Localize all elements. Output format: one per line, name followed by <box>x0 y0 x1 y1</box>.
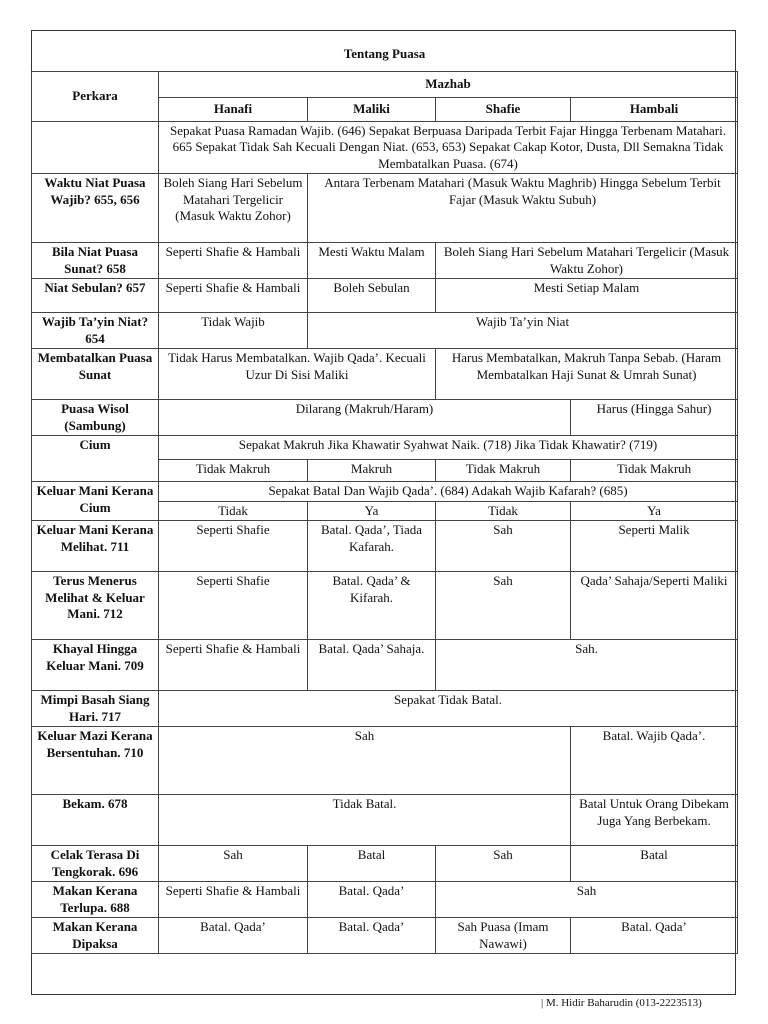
cell-first-three: Tidak Batal. <box>159 795 571 846</box>
cell-hambali: Batal. Qada’ <box>571 918 738 954</box>
row-label: Puasa Wisol (Sambung) <box>32 400 159 436</box>
page-footer: | M. Hidir Baharudin (013-2223513) <box>541 997 702 1009</box>
cell-maliki: Boleh Sebulan <box>308 279 436 313</box>
row-label: Waktu Niat Puasa Wajib? 655, 656 <box>32 174 159 243</box>
cell-shafie: Tidak Makruh <box>436 460 571 482</box>
cell-hanafi: Tidak <box>159 501 308 521</box>
cell-first-three: Sah <box>159 727 571 795</box>
cell-maliki: Batal. Qada’ Sahaja. <box>308 640 436 691</box>
header-hambali: Hambali <box>571 97 738 121</box>
cell-hanafi: Seperti Shafie <box>159 572 308 640</box>
cell-maliki: Batal. Qada’ <box>308 918 436 954</box>
cell-maliki: Makruh <box>308 460 436 482</box>
row-label: Niat Sebulan? 657 <box>32 279 159 313</box>
cell-maliki: Batal. Qada’ <box>308 882 436 918</box>
cell-hanafi: Sah <box>159 846 308 882</box>
cell-hanafi: Tidak Wajib <box>159 313 308 349</box>
cell-maliki: Batal <box>308 846 436 882</box>
row-label: Keluar Mani Kerana Cium <box>32 482 159 521</box>
cell-hanafi: Seperti Shafie <box>159 521 308 572</box>
cell-hanafi: Batal. Qada’ <box>159 918 308 954</box>
cell-shafie: Sah <box>436 846 571 882</box>
cell-summary: Sepakat Makruh Jika Khawatir Syahwat Naik. (718) Jika Tidak Khawatir? (719) <box>159 436 738 460</box>
row-label: Keluar Mani Kerana Melihat. 711 <box>32 521 159 572</box>
row-label: Mimpi Basah Siang Hari. 717 <box>32 691 159 727</box>
row-label: Makan Kerana Dipaksa <box>32 918 159 954</box>
cell-hambali: Batal Untuk Orang Dibekam Juga Yang Berbekam. <box>571 795 738 846</box>
cell-shafie-hambali: Boleh Siang Hari Sebelum Matahari Tergelicir (Masuk Waktu Zohor) <box>436 243 738 279</box>
row-label: Membatalkan Puasa Sunat <box>32 349 159 400</box>
fasting-table <box>31 38 738 954</box>
cell-others: Wajib Ta’yin Niat <box>308 313 738 349</box>
cell-shafie: Sah <box>436 521 571 572</box>
cell-hambali: Batal. Wajib Qada’. <box>571 727 738 795</box>
cell-shafie-hambali: Sah <box>436 882 738 918</box>
cell-hanafi: Seperti Shafie & Hambali <box>159 882 308 918</box>
cell-maliki: Batal. Qada’ & Kifarah. <box>308 572 436 640</box>
page-title: Tentang Puasa <box>32 38 738 71</box>
row-label: Cium <box>32 436 159 482</box>
header-perkara: Perkara <box>32 71 159 121</box>
cell-hanafi: Seperti Shafie & Hambali <box>159 279 308 313</box>
cell-hanafi: Seperti Shafie & Hambali <box>159 640 308 691</box>
row-label: Celak Terasa Di Tengkorak. 696 <box>32 846 159 882</box>
intro-label <box>32 121 159 174</box>
row-label: Keluar Mazi Kerana Bersentuhan. 710 <box>32 727 159 795</box>
cell-first-three: Dilarang (Makruh/Haram) <box>159 400 571 436</box>
header-hanafi: Hanafi <box>159 97 308 121</box>
cell-shafie-hambali: Sah. <box>436 640 738 691</box>
header-shafie: Shafie <box>436 97 571 121</box>
cell-others: Antara Terbenam Matahari (Masuk Waktu Maghrib) Hingga Sebelum Terbit Fajar (Masuk Waktu Subuh) <box>308 174 738 243</box>
intro-text: Sepakat Puasa Ramadan Wajib. (646) Sepakat Berpuasa Daripada Terbit Fajar Hingga Terbenam Matahari. 665 Sepakat Tidak Sah Kecuali Dengan Niat. (653, 653) Sepakat Cakap Kotor, Dusta, Dll Semakna Tidak Membatalkan Puasa. (674) <box>159 121 738 174</box>
cell-hambali: Tidak Makruh <box>571 460 738 482</box>
cell-maliki: Ya <box>308 501 436 521</box>
cell-all: Sepakat Tidak Batal. <box>159 691 738 727</box>
cell-hanafi: Boleh Siang Hari Sebelum Matahari Tergelicir (Masuk Waktu Zohor) <box>159 174 308 243</box>
cell-hambali: Seperti Malik <box>571 521 738 572</box>
cell-shafie-hambali: Mesti Setiap Malam <box>436 279 738 313</box>
cell-shafie: Sah Puasa (Imam Nawawi) <box>436 918 571 954</box>
header-maliki: Maliki <box>308 97 436 121</box>
cell-maliki: Mesti Waktu Malam <box>308 243 436 279</box>
cell-hambali: Ya <box>571 501 738 521</box>
cell-shafie: Sah <box>436 572 571 640</box>
cell-shafie-hambali: Harus Membatalkan, Makruh Tanpa Sebab. (Haram Membatalkan Haji Sunat & Umrah Sunat) <box>436 349 738 400</box>
row-label: Khayal Hingga Keluar Mani. 709 <box>32 640 159 691</box>
cell-hanafi: Seperti Shafie & Hambali <box>159 243 308 279</box>
row-label: Bila Niat Puasa Sunat? 658 <box>32 243 159 279</box>
row-label: Makan Kerana Terlupa. 688 <box>32 882 159 918</box>
row-label: Bekam. 678 <box>32 795 159 846</box>
cell-shafie: Tidak <box>436 501 571 521</box>
header-mazhab: Mazhab <box>159 71 738 97</box>
cell-hanafi: Tidak Makruh <box>159 460 308 482</box>
cell-hambali: Harus (Hingga Sahur) <box>571 400 738 436</box>
cell-summary: Sepakat Batal Dan Wajib Qada’. (684) Adakah Wajib Kafarah? (685) <box>159 482 738 502</box>
cell-hanafi-maliki: Tidak Harus Membatalkan. Wajib Qada’. Kecuali Uzur Di Sisi Maliki <box>159 349 436 400</box>
cell-hambali: Batal <box>571 846 738 882</box>
row-label: Wajib Ta’yin Niat? 654 <box>32 313 159 349</box>
cell-maliki: Batal. Qada’, Tiada Kafarah. <box>308 521 436 572</box>
cell-hambali: Qada’ Sahaja/Seperti Maliki <box>571 572 738 640</box>
row-label: Terus Menerus Melihat & Keluar Mani. 712 <box>32 572 159 640</box>
